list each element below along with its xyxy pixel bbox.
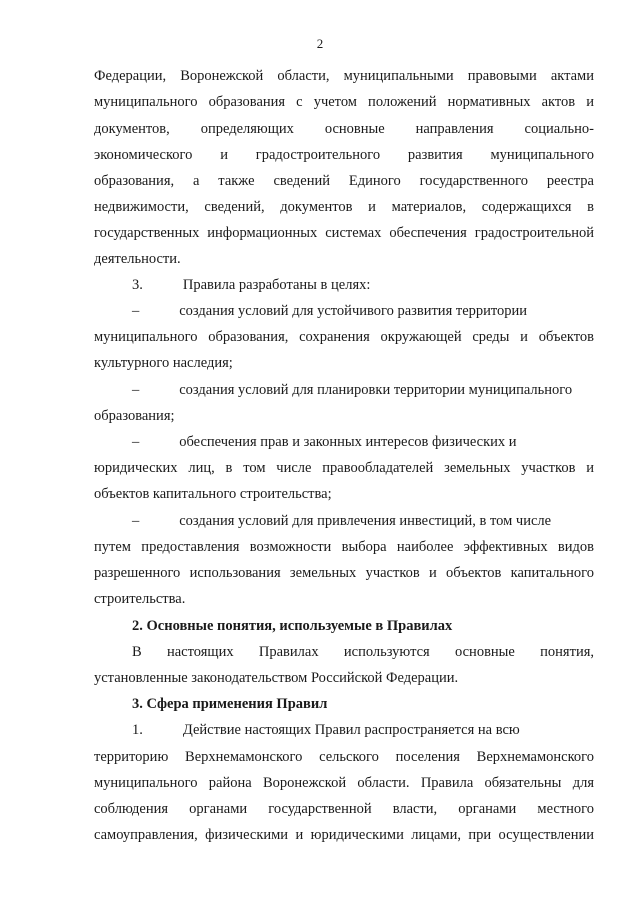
text-line: строительства. (94, 591, 186, 607)
text-line: установленные законодательством Российской Федерации. (94, 670, 459, 686)
text-line: самоуправления, физическими и юридическими лицами, при осуществлении (94, 827, 594, 843)
text-line: экономического и градостроительного развития муниципального (94, 147, 594, 163)
text-line: образования, а также сведений Единого государственного реестра (94, 173, 594, 189)
dash-item-text: создания условий для устойчивого развития территории (179, 303, 528, 319)
text-line: муниципального образования, сохранения окружающей среды и объектов (94, 329, 594, 345)
dash-item-text: обеспечения прав и законных интересов физических и (179, 434, 517, 450)
list-item-number-line (132, 721, 594, 739)
text-line: муниципального района Воронежской области. Правила обязательны для (94, 775, 594, 791)
text-line: разрешенного использования земельных участков и объектов капитального (94, 565, 594, 581)
text-line: объектов капитального строительства; (94, 486, 332, 502)
list-item-number-line (132, 276, 594, 294)
list-item-text: Действие настоящих Правил распространяется на всю (182, 722, 520, 738)
text-line: путем предоставления возможности выбора наиболее эффективных видов (94, 539, 594, 555)
dash-item-line (132, 433, 594, 451)
text-line: территорию Верхнемамонского сельского поселения Верхнемамонского (94, 749, 594, 765)
dash-item-line (132, 512, 594, 530)
list-number: 1. (132, 722, 143, 738)
list-number: 3. (132, 277, 143, 293)
dash-bullet: – (132, 513, 140, 529)
text-line: муниципального образования с учетом положений нормативных актов и (94, 94, 594, 110)
text-line: культурного наследия; (94, 355, 233, 371)
text-line: деятельности. (94, 251, 181, 267)
text-line: государственных информационных системах обеспечения градостроительной (94, 225, 594, 241)
text-line: соблюдения органами государственной власти, органами местного (94, 801, 594, 817)
text-line: Федерации, Воронежской области, муниципальными правовыми актами (94, 68, 594, 84)
dash-bullet: – (132, 303, 140, 319)
section-heading: 3. Сфера применения Правил (132, 696, 328, 712)
text-line: документов, определяющих основные направления социально- (94, 121, 594, 137)
text-line: В настоящих Правилах используются основные понятия, (132, 644, 594, 660)
text-line: образования; (94, 408, 175, 424)
dash-item-line (132, 381, 594, 399)
text-line: юридических лиц, в том числе правообладателей земельных участков и (94, 460, 594, 476)
list-item-text: Правила разработаны в целях: (182, 277, 371, 293)
dash-item-text: создания условий для привлечения инвестиций, в том числе (179, 513, 552, 529)
text-line: недвижимости, сведений, документов и материалов, содержащихся в (94, 199, 594, 215)
dash-item-text: создания условий для планировки территории муниципального (179, 382, 573, 398)
dash-item-line (132, 302, 594, 320)
dash-bullet: – (132, 382, 140, 398)
section-heading: 2. Основные понятия, используемые в Правилах (132, 618, 453, 634)
dash-bullet: – (132, 434, 140, 450)
page-number: 2 (316, 36, 324, 51)
